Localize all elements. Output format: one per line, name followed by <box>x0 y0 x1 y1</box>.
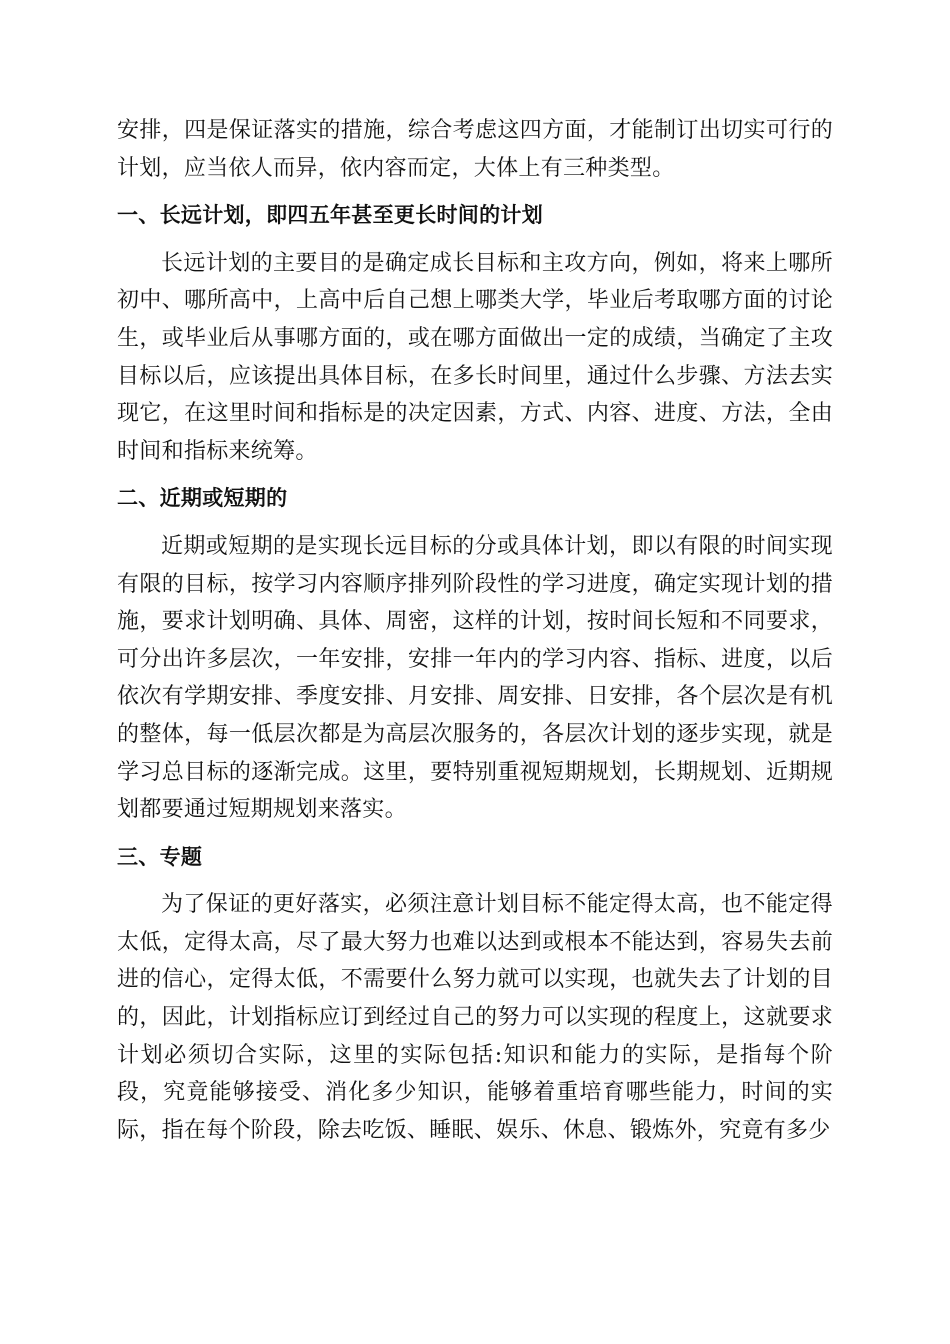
section-heading-special-topic: 三、专题 <box>117 844 203 869</box>
document-body <box>117 112 833 1149</box>
intro-paragraph: 安排，四是保证落实的措施，综合考虑这四方面，才能制订出切实可行的计划，应当依人而异，依内容而定，大体上有三种类型。 <box>117 118 833 181</box>
section-body-long-term: 长远计划的主要目的是确定成长目标和主攻方向，例如，将来上哪所初中、哪所高中，上高中后自己想上哪类大学，毕业后考取哪方面的讨论生，或毕业后从事哪方面的，或在哪方面做出一定的成绩，当确定了主攻目标以后，应该提出具体目标，在多长时间里，通过什么步骤、方法去实现它，在这里时间和指标是的决定因素，方式、内容、进度、方法，全由时间和指标来统筹。 <box>117 250 833 464</box>
section-heading-long-term: 一、长远计划，即四五年甚至更长时间的计划 <box>117 203 543 228</box>
section-body-short-term: 近期或短期的是实现长远目标的分或具体计划，即以有限的时间实现有限的目标，按学习内容顺序排列阶段性的学习进度，确定实现计划的措施，要求计划明确、具体、周密，这样的计划，按时间长短和不同要求，可分出许多层次，一年安排，安排一年内的学习内容、指标、进度，以后依次有学期安排、季度安排、月安排、周安排、日安排，各个层次是有机的整体，每一低层次都是为高层次服务的，各层次计划的逐步实现，就是学习总目标的逐渐完成。这里，要特别重视短期规划，长期规划、近期规划都要通过短期规划来落实。 <box>117 533 833 823</box>
section-body-special-topic: 为了保证的更好落实，必须注意计划目标不能定得太高，也不能定得太低，定得太高，尽了最大努力也难以达到或根本不能达到，容易失去前进的信心，定得太低，不需要什么努力就可以实现，也就失去了计划的目的，因此，计划指标应订到经过自己的努力可以实现的程度上，这就要求计划必须切合实际，这里的实际包括:知识和能力的实际，是指每个阶段，究竟能够接受、消化多少知识，能够着重培育哪些能力，时间的实际，指在每个阶段，除去吃饭、睡眠、娱乐、休息、锻炼外，究竟有多少 <box>117 892 833 1143</box>
section-heading-short-term: 二、近期或短期的 <box>117 486 288 511</box>
